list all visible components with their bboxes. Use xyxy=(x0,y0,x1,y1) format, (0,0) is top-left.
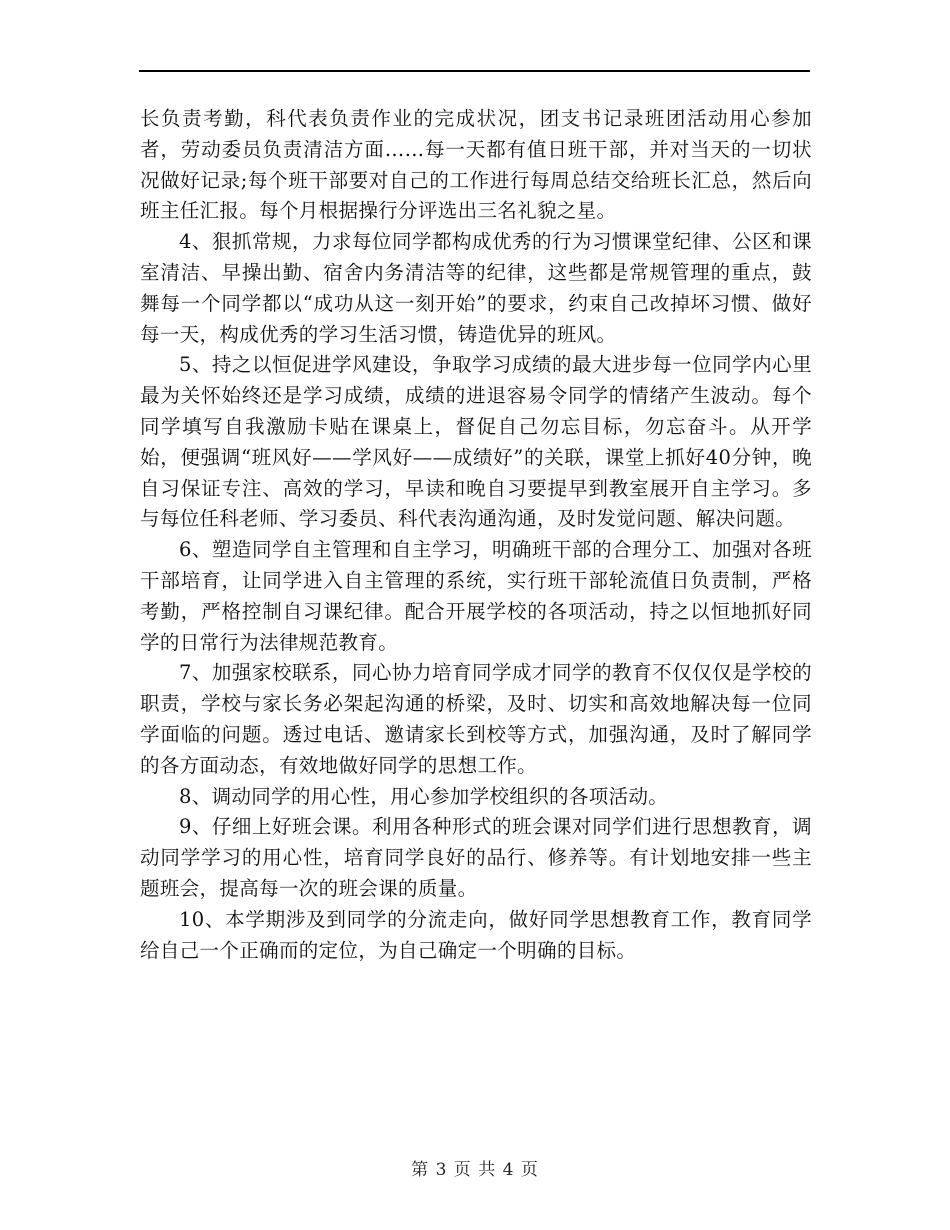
paragraph-continuation: 长负责考勤，科代表负责作业的完成状况，团支书记录班团活动用心参加者，劳动委员负责清洁方面……每一天都有值日班干部，并对当天的一切状况做好记录;每个班干部要对自己的工作进行每周总结交给班长汇总，然后向班主任汇报。每个月根据操行分评选出三名礼貌之星。 xyxy=(140,107,812,223)
header-rule xyxy=(139,70,810,72)
paragraph-item-7: 7、加强家校联系，同心协力培育同学成才同学的教育不仅仅仅是学校的职责，学校与家长务必架起沟通的桥梁，及时、切实和高效地解决每一位同学面临的问题。透过电话、邀请家长到校等方式，加强沟通，及时了解同学的各方面动态，有效地做好同学的思想工作。 xyxy=(140,661,812,777)
paragraph-item-10: 10、本学期涉及到同学的分流走向，做好同学思想教育工作，教育同学给自己一个正确而的定位，为自己确定一个明确的目标。 xyxy=(140,907,812,962)
paragraph-item-6: 6、塑造同学自主管理和自主学习，明确班干部的合理分工、加强对各班干部培育，让同学进入自主管理的系统，实行班干部轮流值日负责制，严格考勤，严格控制自习课纪律。配合开展学校的各项活动，持之以恒地抓好同学的日常行为法律规范教育。 xyxy=(140,538,812,654)
paragraph-item-8: 8、调动同学的用心性，用心参加学校组织的各项活动。 xyxy=(179,784,669,808)
paragraph-item-9: 9、仔细上好班会课。利用各种形式的班会课对同学们进行思想教育，调动同学学习的用心性，培育同学良好的品行、修养等。有计划地安排一些主题班会，提高每一次的班会课的质量。 xyxy=(140,815,812,900)
page-number-footer: 第 3 页 共 4 页 xyxy=(411,1160,539,1180)
document-body xyxy=(140,104,812,966)
paragraph-item-4: 4、狠抓常规，力求每位同学都构成优秀的行为习惯课堂纪律、公区和课室清洁、早操出勤、宿舍内务清洁等的纪律，这些都是常规管理的重点，鼓舞每一个同学都以“成功从这一刻开始”的要求，约束自己改掉坏习惯、做好每一天，构成优秀的学习生活习惯，铸造优异的班风。 xyxy=(140,230,812,346)
paragraph-item-5: 5、持之以恒促进学风建设，争取学习成绩的最大进步每一位同学内心里最为关怀始终还是学习成绩，成绩的进退容易令同学的情绪产生波动。每个同学填写自我激励卡贴在课桌上，督促自己勿忘目标，勿忘奋斗。从开学始，便强调“班风好——学风好——成绩好”的关联，课堂上抓好40分钟，晚自习保证专注、高效的学习，早读和晚自习要提早到教室展开自主学习。多与每位任科老师、学习委员、科代表沟通沟通，及时发觉问题、解决问题。 xyxy=(140,353,812,531)
